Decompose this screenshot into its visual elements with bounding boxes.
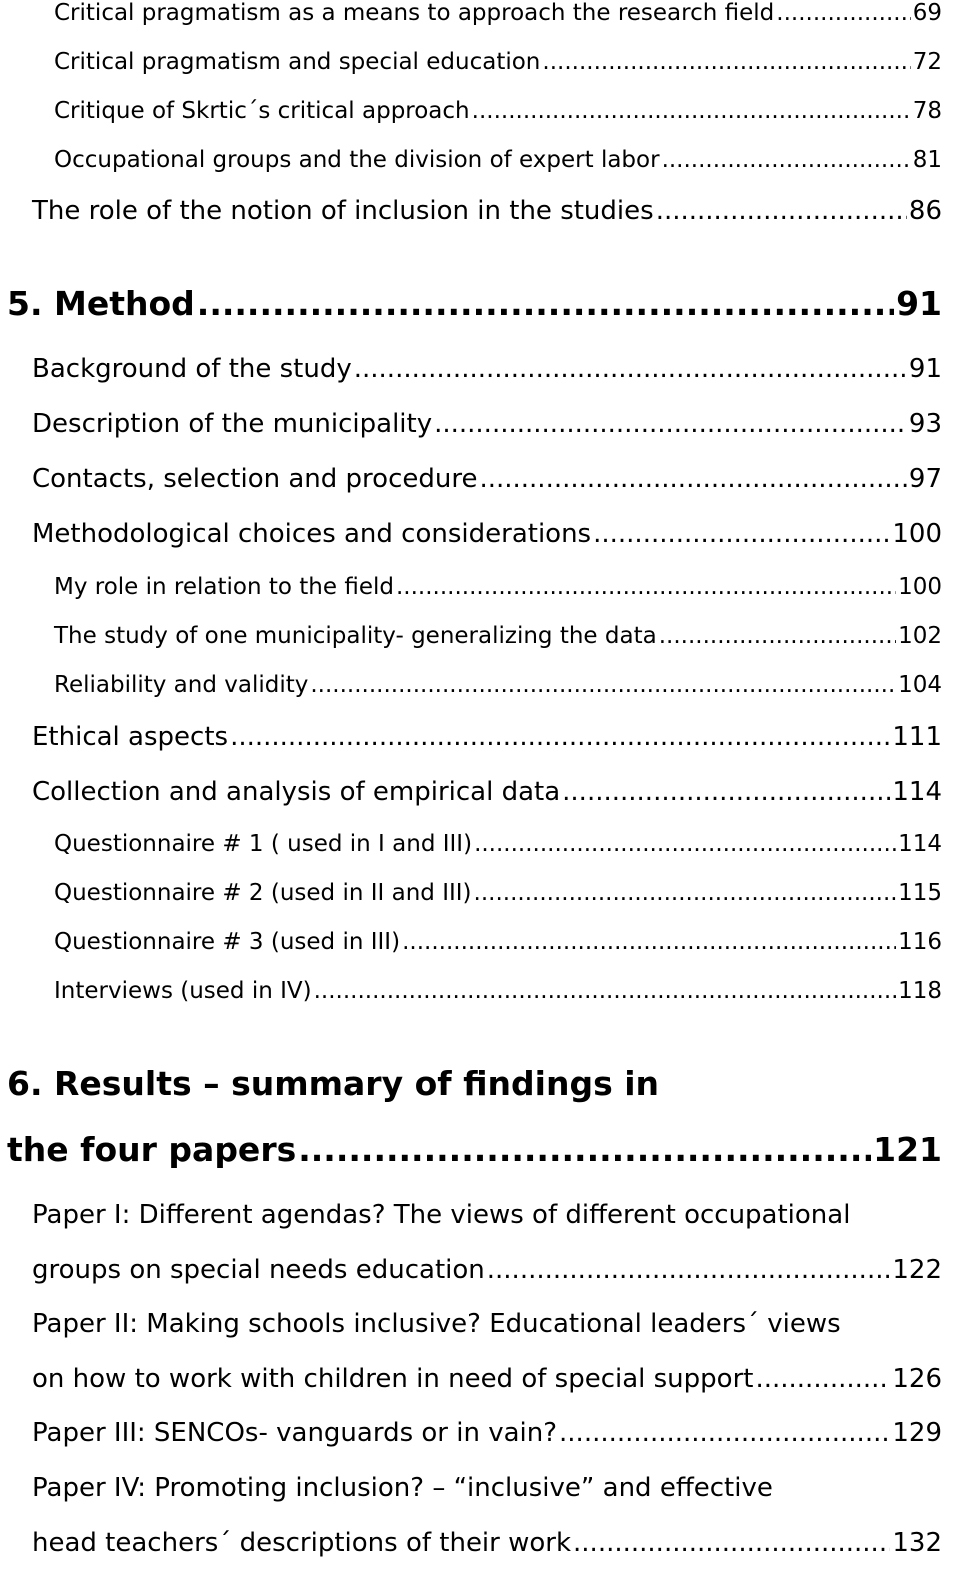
- toc-entry[interactable]: [0, 49, 960, 75]
- toc-leader-dots: [562, 777, 890, 807]
- toc-leader-dots: [656, 196, 907, 226]
- toc-entry-title: The study of one municipality- generalizing the data: [54, 623, 657, 649]
- toc-leader-dots: [298, 1130, 871, 1169]
- toc-entry[interactable]: [0, 777, 960, 807]
- toc-entry-page: 102: [898, 623, 942, 649]
- toc-entry-title-line: Paper I: Different agendas? The views of different occupational: [32, 1200, 851, 1230]
- toc-entry-title: Interviews (used in IV): [54, 978, 312, 1004]
- toc-entry-title: Collection and analysis of empirical data: [32, 777, 561, 807]
- toc-entry-title: Paper III: SENCOs- vanguards or in vain?: [32, 1418, 558, 1448]
- toc-entry[interactable]: [0, 519, 960, 549]
- toc-entry-title: Questionnaire # 3 (used in III): [54, 929, 401, 955]
- toc-chapter-entry[interactable]: [0, 1130, 960, 1169]
- toc-entry-page: 78: [912, 98, 942, 124]
- toc-entry-page: 118: [898, 978, 942, 1004]
- toc-entry-page: 114: [892, 777, 942, 807]
- toc-entry-page: 121: [873, 1130, 942, 1169]
- toc-entry[interactable]: [0, 464, 960, 494]
- toc-entry-page: 93: [908, 409, 942, 439]
- toc-entry-title: Critique of Skrtic´s critical approach: [54, 98, 470, 124]
- toc-entry-title: Critical pragmatism as a means to approach the research field: [54, 0, 775, 26]
- toc-leader-dots: [402, 929, 896, 955]
- toc-leader-dots: [434, 409, 907, 439]
- toc-entry-title: My role in relation to the field: [54, 574, 394, 600]
- toc-entry-page: 86: [908, 196, 942, 226]
- toc-entry[interactable]: [0, 722, 960, 752]
- toc-leader-dots: [662, 147, 911, 173]
- toc-chapter-title-line: 6. Results – summary of findings in: [7, 1064, 660, 1103]
- toc-entry-title: The role of the notion of inclusion in the studies: [32, 196, 654, 226]
- toc-entry-page: 114: [898, 831, 942, 857]
- toc-entry-title: head teachers´ descriptions of their work: [32, 1528, 572, 1558]
- toc-entry[interactable]: [0, 623, 960, 649]
- toc-entry-title: Background of the study: [32, 354, 352, 384]
- toc-leader-dots: [472, 98, 911, 124]
- toc-leader-dots: [755, 1364, 890, 1394]
- toc-leader-dots: [474, 831, 896, 857]
- toc-entry-title: on how to work with children in need of special support: [32, 1364, 754, 1394]
- toc-entry[interactable]: [0, 354, 960, 384]
- toc-entry[interactable]: [0, 1255, 960, 1285]
- toc-entry[interactable]: [0, 1364, 960, 1394]
- toc-entry[interactable]: [0, 831, 960, 857]
- toc-entry-page: 132: [892, 1528, 942, 1558]
- toc-leader-dots: [559, 1418, 890, 1448]
- toc-leader-dots: [479, 464, 906, 494]
- toc-entry-page: 115: [898, 880, 942, 906]
- toc-entry-page: 72: [912, 49, 942, 75]
- toc-leader-dots: [314, 978, 896, 1004]
- toc-entry-title: Contacts, selection and procedure: [32, 464, 478, 494]
- toc-leader-dots: [354, 354, 907, 384]
- toc-entry-page: 91: [896, 284, 942, 323]
- toc-entry-title: Description of the municipality: [32, 409, 433, 439]
- toc-entry-page: 69: [912, 0, 942, 26]
- toc-entry-title: 5. Method: [7, 284, 195, 323]
- toc-entry-page: 129: [892, 1418, 942, 1448]
- toc-chapter-entry[interactable]: [0, 284, 960, 323]
- toc-entry-title: Questionnaire # 2 (used in II and III): [54, 880, 472, 906]
- toc-entry[interactable]: [0, 147, 960, 173]
- toc-leader-dots: [776, 0, 910, 26]
- toc-entry-title-line: Paper II: Making schools inclusive? Educational leaders´ views: [32, 1309, 841, 1339]
- toc-leader-dots: [487, 1255, 891, 1285]
- toc-entry[interactable]: [0, 978, 960, 1004]
- toc-entry-page: 91: [908, 354, 942, 384]
- toc-entry-title: Ethical aspects: [32, 722, 229, 752]
- toc-entry-page: 122: [892, 1255, 942, 1285]
- toc-leader-dots: [542, 49, 910, 75]
- toc-entry[interactable]: [0, 1418, 960, 1448]
- toc-entry-title: groups on special needs education: [32, 1255, 485, 1285]
- toc-entry-page: 97: [908, 464, 942, 494]
- toc-entry[interactable]: [0, 672, 960, 698]
- toc-leader-dots: [197, 284, 894, 323]
- toc-entry-title: Reliability and validity: [54, 672, 309, 698]
- toc-entry-title: Occupational groups and the division of expert labor: [54, 147, 660, 173]
- toc-entry[interactable]: [0, 98, 960, 124]
- toc-entry[interactable]: [0, 196, 960, 226]
- toc-entry[interactable]: [0, 1528, 960, 1558]
- toc-entry-page: 104: [898, 672, 942, 698]
- toc-entry-page: 81: [912, 147, 942, 173]
- toc-entry[interactable]: [0, 0, 960, 26]
- toc-leader-dots: [396, 574, 896, 600]
- toc-entry[interactable]: [0, 929, 960, 955]
- toc-entry-page: 116: [898, 929, 942, 955]
- toc-entry-page: 126: [892, 1364, 942, 1394]
- toc-entry-title: Questionnaire # 1 ( used in I and III): [54, 831, 473, 857]
- toc-leader-dots: [474, 880, 897, 906]
- toc-entry-page: 100: [898, 574, 942, 600]
- toc-leader-dots: [659, 623, 896, 649]
- toc-entry-page: 100: [892, 519, 942, 549]
- toc-entry-title: the four papers: [7, 1130, 297, 1169]
- toc-leader-dots: [593, 519, 890, 549]
- toc-entry-title-line: Paper IV: Promoting inclusion? – “inclusive” and effective: [32, 1473, 773, 1503]
- toc-leader-dots: [310, 672, 896, 698]
- toc-leader-dots: [230, 722, 890, 752]
- toc-entry-page: 111: [892, 722, 942, 752]
- toc-entry[interactable]: [0, 880, 960, 906]
- toc-leader-dots: [573, 1528, 890, 1558]
- toc-entry[interactable]: [0, 574, 960, 600]
- toc-entry[interactable]: [0, 409, 960, 439]
- toc-entry-title: Methodological choices and considerations: [32, 519, 592, 549]
- toc-entry-title: Critical pragmatism and special education: [54, 49, 541, 75]
